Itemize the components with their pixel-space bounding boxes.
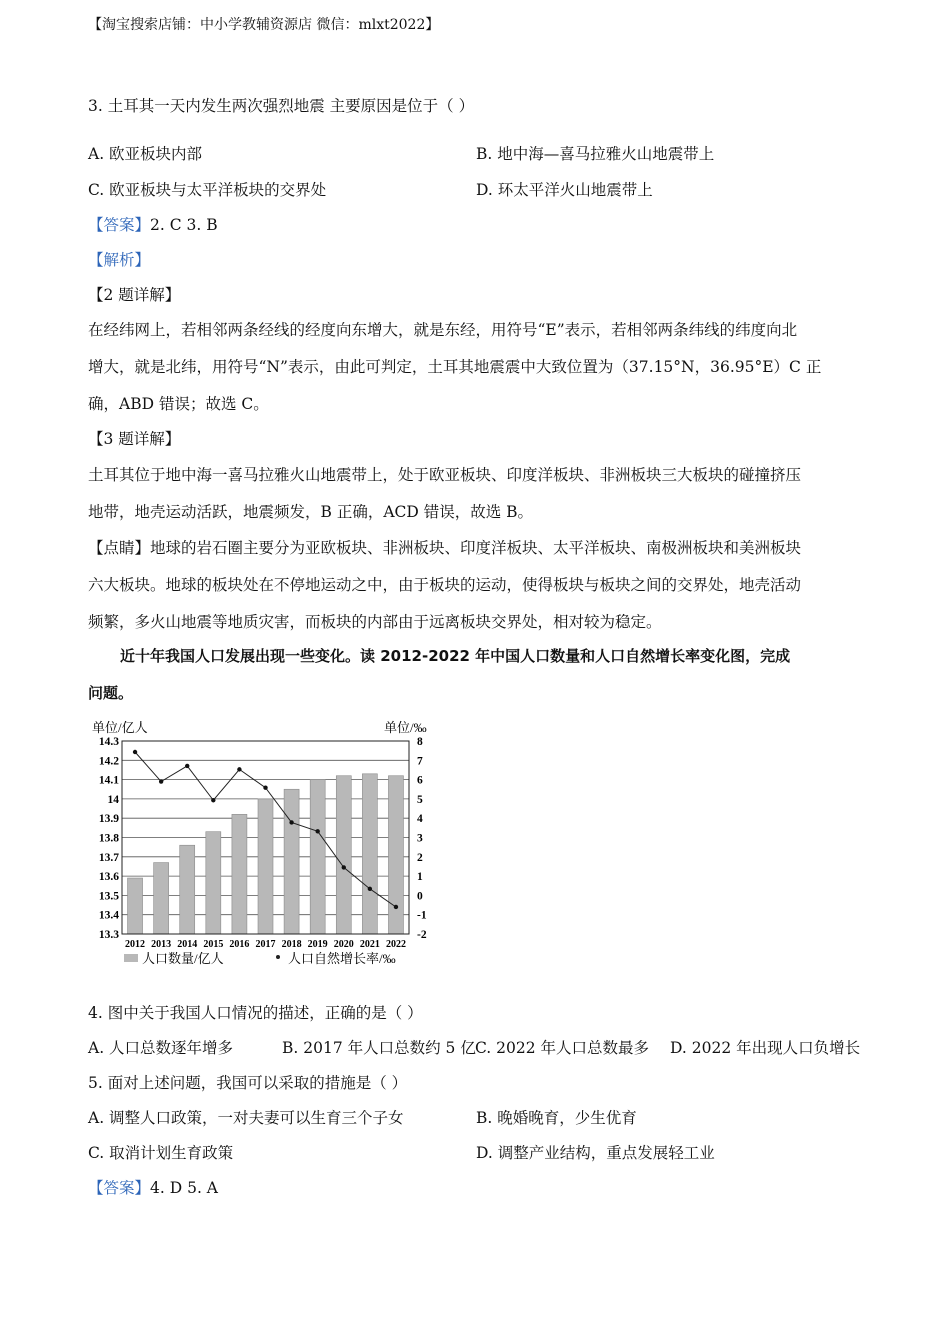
population-bar [284, 789, 299, 934]
growth-rate-point [315, 829, 319, 833]
right-tick-label: 2 [417, 851, 423, 864]
q3-option-a: A. 欧亚板块内部 [88, 145, 203, 163]
tip-tag: 【点睛】 [88, 539, 151, 557]
answer-line-1 [88, 213, 218, 235]
x-tick-label: 2017 [255, 939, 276, 950]
x-tick-label: 2021 [359, 939, 380, 950]
detail-2-line: 确，ABD 错误；故选 C。 [88, 395, 269, 413]
right-tick-label: -2 [417, 929, 427, 941]
tip-line: 频繁，多火山地震等地质灾害，而板块的内部由于远离板块交界处，相对较为稳定。 [88, 613, 662, 631]
growth-rate-point [289, 820, 293, 824]
population-bar [206, 832, 221, 934]
x-tick-label: 2020 [333, 939, 354, 950]
growth-rate-point [159, 779, 163, 783]
growth-rate-point [237, 767, 241, 771]
population-bar [258, 799, 273, 934]
growth-rate-point [133, 750, 137, 754]
population-bar [232, 814, 247, 934]
right-tick-label: 3 [417, 832, 423, 845]
q5-option-b: B. 晚婚晚育，少生优育 [476, 1109, 637, 1127]
right-tick-label: 7 [417, 755, 423, 768]
q5-option-c: C. 取消计划生育政策 [88, 1144, 234, 1162]
x-tick-label: 2013 [151, 939, 172, 950]
q5-option-d: D. 调整产业结构，重点发展轻工业 [476, 1144, 715, 1162]
growth-rate-point [368, 887, 372, 891]
intro-line: 问题。 [88, 684, 134, 702]
right-axis-label: 单位/‰ [384, 720, 427, 735]
left-tick-label: 13.5 [98, 890, 119, 903]
legend-line-label: 人口自然增长率/‰ [288, 951, 396, 966]
population-bar [154, 863, 169, 934]
tip-text: 地球的岩石圈主要分为亚欧板块、非洲板块、印度洋板块、太平洋板块、南极洲板块和美洲板块 [150, 539, 802, 557]
detail-3-line: 地带，地壳运动活跃，地震频发，B 正确，ACD 错误，故选 B。 [88, 503, 534, 521]
left-tick-label: 13.4 [98, 909, 119, 922]
q3-option-c: C. 欧亚板块与太平洋板块的交界处 [88, 181, 327, 199]
left-tick-label: 13.7 [98, 851, 119, 864]
right-tick-label: 4 [417, 813, 423, 826]
population-bar [336, 776, 351, 934]
right-tick-label: 8 [417, 736, 423, 748]
population-bar [128, 878, 143, 934]
left-axis-label: 单位/亿人 [92, 720, 148, 735]
x-tick-label: 2015 [203, 939, 224, 950]
legend [124, 951, 396, 966]
growth-rate-point [394, 905, 398, 909]
x-tick-label: 2016 [229, 939, 250, 950]
q4-option-c: C. 2022 年人口总数最多 [475, 1039, 650, 1057]
detail-3-line: 土耳其位于地中海一喜马拉雅火山地震带上，处于欧亚板块、印度洋板块、非洲板块三大板块的碰撞挤压 [88, 466, 802, 484]
q4-option-d: D. 2022 年出现人口负增长 [670, 1039, 861, 1057]
detail-2-line: 在经纬网上，若相邻两条经线的经度向东增大，就是东经，用符号“E”表示，若相邻两条纬线的纬度向北 [88, 321, 798, 339]
analysis-tag: 【解析】 [88, 251, 151, 269]
population-chart [86, 712, 438, 974]
detail-2-line: 增大，就是北纬，用符号“N”表示，由此可判定，土耳其地震震中大致位置为（37.15°N，36.95°E）C 正 [88, 358, 822, 376]
population-bar [388, 776, 403, 934]
intro-line: 近十年我国人口发展出现一些变化。读 2012-2022 年中国人口数量和人口自然增长率变化图，完成 [120, 647, 791, 665]
answer-tag: 【答案】 [88, 1179, 151, 1197]
left-tick-label: 14.3 [98, 736, 119, 748]
growth-rate-point [342, 865, 346, 869]
population-bar [362, 774, 377, 934]
left-tick-label: 13.9 [98, 813, 119, 826]
right-tick-label: 6 [417, 774, 423, 787]
legend-dot-marker [276, 955, 280, 959]
growth-rate-point [185, 764, 189, 768]
growth-rate-point [211, 798, 215, 802]
tip-line [88, 536, 801, 558]
right-tick-label: 1 [417, 871, 423, 884]
detail-3-title: 【3 题详解】 [88, 430, 181, 448]
q5-stem: 5. 面对上述问题，我国可以采取的措施是（ ） [88, 1074, 408, 1092]
legend-bar-label: 人口数量/亿人 [142, 951, 224, 966]
q3-option-d: D. 环太平洋火山地震带上 [476, 181, 653, 199]
left-tick-label: 13.8 [98, 832, 119, 845]
x-tick-label: 2014 [177, 939, 198, 950]
answer-tag: 【答案】 [88, 216, 151, 234]
answer-text: 2. C 3. B [150, 216, 218, 234]
header-note: 【淘宝搜索店铺：中小学教辅资源店 微信：mlxt2022】 [88, 17, 440, 33]
answer-text: 4. D 5. A [150, 1179, 218, 1197]
left-tick-label: 14.2 [98, 755, 119, 768]
right-tick-label: 0 [417, 890, 423, 903]
x-tick-label: 2012 [125, 939, 146, 950]
right-tick-label: -1 [417, 909, 427, 922]
legend-bar-swatch [124, 954, 138, 962]
q4-stem: 4. 图中关于我国人口情况的描述，正确的是（ ） [88, 1004, 423, 1022]
x-tick-label: 2022 [385, 939, 406, 950]
detail-2-title: 【2 题详解】 [88, 286, 181, 304]
left-tick-label: 14.1 [98, 774, 119, 787]
q5-option-a: A. 调整人口政策，一对夫妻可以生育三个子女 [88, 1109, 404, 1127]
left-tick-label: 13.6 [98, 871, 119, 884]
x-tick-label: 2019 [307, 939, 328, 950]
tip-line: 六大板块。地球的板块处在不停地运动之中，由于板块的运动，使得板块与板块之间的交界处，地壳活动 [88, 576, 802, 594]
q3-stem: 3. 土耳其一天内发生两次强烈地震 主要原因是位于（ ） [88, 97, 475, 115]
population-bar [180, 845, 195, 934]
growth-rate-point [263, 786, 267, 790]
answer-line-2 [88, 1176, 218, 1198]
right-tick-label: 5 [417, 793, 423, 806]
population-bar [310, 780, 325, 934]
left-tick-label: 13.3 [98, 929, 119, 941]
q3-option-b: B. 地中海—喜马拉雅火山地震带上 [476, 145, 715, 163]
q4-option-b: B. 2017 年人口总数约 5 亿 [282, 1039, 476, 1057]
left-tick-label: 14 [107, 793, 119, 806]
q4-option-a: A. 人口总数逐年增多 [88, 1039, 234, 1057]
x-tick-label: 2018 [281, 939, 302, 950]
